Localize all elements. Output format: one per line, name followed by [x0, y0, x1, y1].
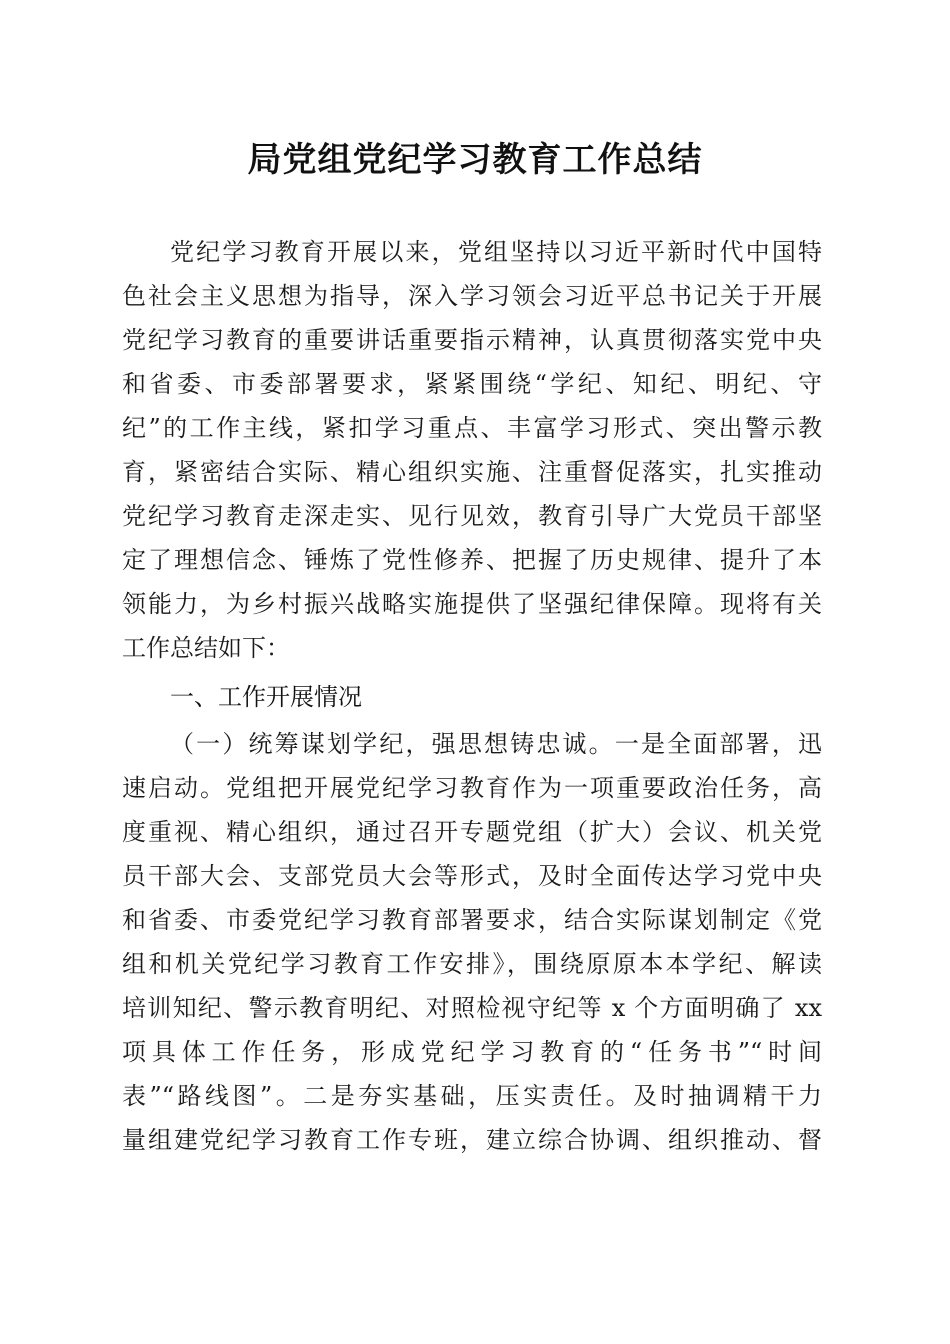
- intro-line-4: 和省委、市委部署要求，紧紧围绕“学纪、知纪、明纪、守: [122, 370, 822, 398]
- subsection-1-line-5: 和省委、市委党纪学习教育部署要求，结合实际谋划制定《党: [122, 906, 822, 934]
- intro-line-6: 育，紧密结合实际、精心组织实施、注重督促落实，扎实推动: [122, 458, 822, 486]
- section-heading-1: 一、工作开展情况: [170, 683, 362, 711]
- subsection-1-line-2: 速启动。党组把开展党纪学习教育作为一项重要政治任务，高: [122, 774, 822, 802]
- intro-line-2: 色社会主义思想为指导，深入学习领会习近平总书记关于开展: [122, 282, 822, 310]
- intro-line-1: 党纪学习教育开展以来，党组坚持以习近平新时代中国特: [170, 238, 822, 266]
- subsection-1-line-9: 表”“路线图”。二是夯实基础，压实责任。及时抽调精干力: [122, 1082, 822, 1110]
- subsection-1-line-3: 度重视、精心组织，通过召开专题党组（扩大）会议、机关党: [122, 818, 822, 846]
- subsection-1-line-4: 员干部大会、支部党员大会等形式，及时全面传达学习党中央: [122, 862, 822, 890]
- intro-line-8: 定了理想信念、锤炼了党性修养、把握了历史规律、提升了本: [122, 546, 822, 574]
- intro-line-9: 领能力，为乡村振兴战略实施提供了坚强纪律保障。现将有关: [122, 590, 822, 618]
- subsection-1-line-6: 组和机关党纪学习教育工作安排》，围绕原原本本学纪、解读: [122, 950, 822, 978]
- intro-line-10: 工作总结如下：: [122, 634, 290, 662]
- subsection-1-line-8: 项具体工作任务，形成党纪学习教育的“任务书”“时间: [122, 1038, 822, 1066]
- subsection-1-line-7: 培训知纪、警示教育明纪、对照检视守纪等 x 个方面明确了 xx: [122, 994, 822, 1022]
- intro-line-3: 党纪学习教育的重要讲话重要指示精神，认真贯彻落实党中央: [122, 326, 822, 354]
- intro-line-5: 纪”的工作主线，紧扣学习重点、丰富学习形式、突出警示教: [122, 414, 822, 442]
- document-title: 局党组党纪学习教育工作总结: [247, 140, 703, 180]
- subsection-1-line-10: 量组建党纪学习教育工作专班，建立综合协调、组织推动、督: [122, 1126, 822, 1154]
- subsection-1-first-line: （一）统筹谋划学纪，强思想铸忠诚。一是全面部署，迅: [170, 730, 822, 758]
- intro-line-7: 党纪学习教育走深走实、见行见效，教育引导广大党员干部坚: [122, 502, 822, 530]
